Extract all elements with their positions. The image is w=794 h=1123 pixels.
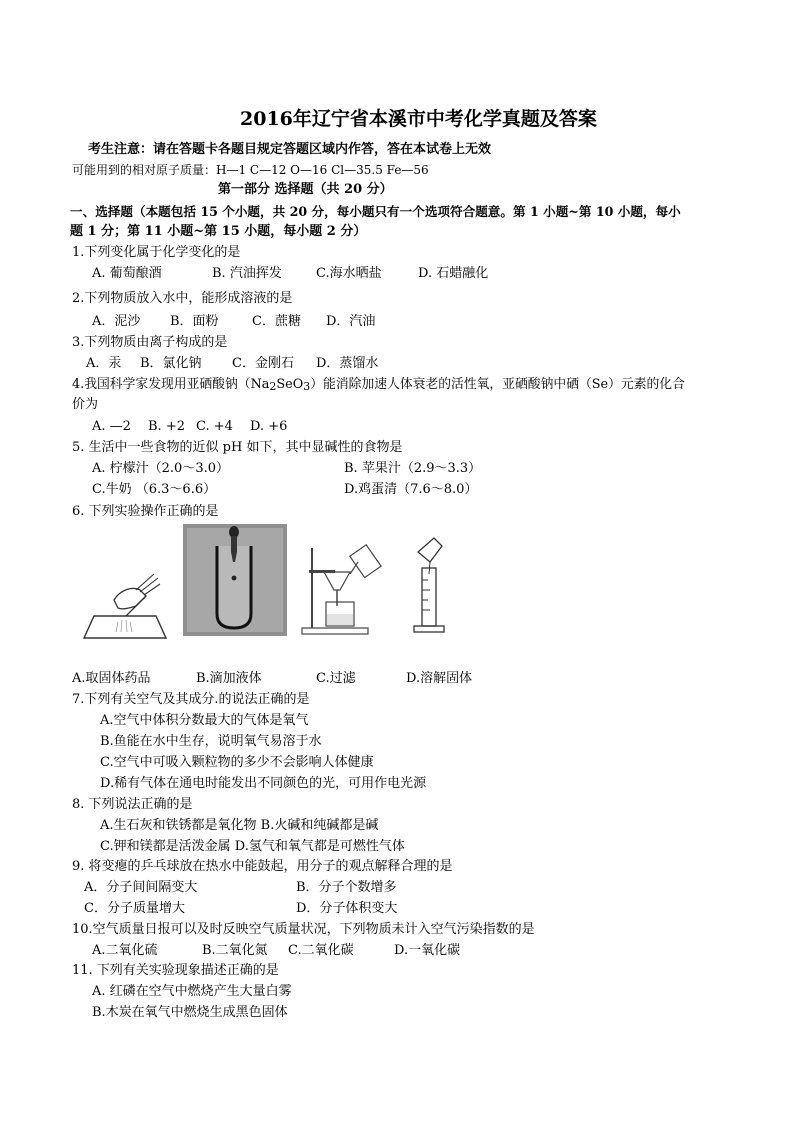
solid-reagent-figure (74, 560, 170, 644)
atomic-mass-line: 可能用到的相对原子质量：H—1 C—12 O—16 Cl—35.5 Fe—56 (72, 163, 429, 177)
question-8-options-ab: A.生石灰和铁锈都是氧化物 B.火碱和纯碱都是碱 (100, 818, 379, 833)
question-7-option-c: C.空气中可吸入颗粒物的多少不会影响人体健康 (100, 755, 374, 770)
question-7-option-a: A.空气中体积分数最大的气体是氧气 (100, 713, 309, 728)
question-3-option-a: A．汞 (86, 356, 122, 371)
question-2-option-a: A．泥沙 (92, 314, 141, 329)
question-11-option-b: B.木炭在氧气中燃烧生成黑色固体 (92, 1005, 288, 1020)
dropping-liquid-figure (183, 524, 287, 636)
section-one-instructions: 一、选择题（本题包括 15 个小题，共 20 分，每小题只有一个选项符合题意。第 1 小题~第 10 小题，每小 (70, 204, 681, 219)
question-6-option-d: D.溶解固体 (406, 671, 473, 686)
question-6-option-b: B.滴加液体 (196, 671, 262, 686)
question-6-option-c: C.过滤 (316, 671, 356, 686)
question-8-options-cd: C.钾和镁都是活泼金属 D.氢气和氧气都是可燃性气体 (100, 839, 405, 854)
question-5-option-c: C.牛奶 （6.3～6.6） (92, 482, 217, 497)
question-4-option-d: D. +6 (250, 419, 288, 434)
question-3-option-d: D．蒸馏水 (316, 356, 379, 371)
question-1-option-d: D. 石蜡融化 (418, 266, 489, 281)
question-2-option-d: D．汽油 (326, 314, 376, 329)
question-4-stem-part: ）能消除加速人体衰老的活性氧，亚硒酸钠中硒（Se）元素的化合 (310, 377, 685, 392)
question-4-stem (72, 377, 685, 395)
question-4-option-c: C. +4 (196, 419, 233, 434)
question-6-option-a: A.取固体药品 (72, 671, 151, 686)
question-10-option-b: B.二氧化氮 (202, 943, 268, 958)
question-5-stem: 5. 生活中一些食物的近似 pH 如下，其中显碱性的食物是 (72, 440, 403, 455)
question-3-stem: 3.下列物质由离子构成的是 (72, 335, 228, 350)
question-5-option-a: A. 柠檬汁（2.0～3.0） (92, 461, 230, 476)
question-4-option-a: A. —2 (92, 419, 131, 434)
question-1-stem: 1.下列变化属于化学变化的是 (72, 245, 241, 260)
graduated-cylinder-figure (408, 534, 456, 638)
question-6-stem: 6. 下列实验操作正确的是 (72, 504, 219, 519)
question-5-option-d: D.鸡蛋清（7.6～8.0） (344, 482, 478, 497)
question-3-option-b: B．氯化钠 (140, 356, 202, 371)
question-7-option-b: B.鱼能在水中生存，说明氧气易溶于水 (100, 734, 322, 749)
question-1-option-b: B. 汽油挥发 (212, 266, 282, 281)
question-5-option-b: B. 苹果汁（2.9～3.3） (344, 461, 482, 476)
question-4-stem-part: SeO (276, 377, 304, 392)
question-4-stem-cont: 价为 (72, 397, 99, 412)
question-2-option-c: C．蔗糖 (252, 314, 301, 329)
question-10-stem: 10.空气质量日报可以及时反映空气质量状况，下列物质未计入空气污染指数的是 (72, 922, 535, 937)
question-1-option-c: C.海水晒盐 (316, 266, 382, 281)
subscript: 2 (269, 380, 277, 393)
question-9-option-d: D．分子体积变大 (296, 901, 398, 916)
question-3-option-c: C．金刚石 (232, 356, 294, 371)
part-one-heading: 第一部分 选择题（共 20 分） (218, 182, 393, 197)
question-10-option-c: C.二氧化碳 (288, 943, 354, 958)
question-2-option-b: B．面粉 (170, 314, 219, 329)
page-title: 2016年辽宁省本溪市中考化学真题及答案 (240, 108, 597, 130)
subscript: 3 (303, 380, 311, 393)
exam-notice: 考生注意：请在答题卡各题目规定答题区域内作答，答在本试卷上无效 (88, 142, 492, 157)
question-4-stem-part: 4.我国科学家发现用亚硒酸钠（Na (72, 377, 270, 392)
question-10-option-d: D.一氧化碳 (394, 943, 461, 958)
question-11-option-a: A. 红磷在空气中燃烧产生大量白雾 (92, 984, 292, 999)
question-9-stem: 9. 将变瘪的乒乓球放在热水中能鼓起，用分子的观点解释合理的是 (72, 859, 453, 874)
question-2-stem: 2.下列物质放入水中，能形成溶液的是 (72, 291, 293, 306)
question-4-option-b: B. +2 (148, 419, 185, 434)
question-8-stem: 8. 下列说法正确的是 (72, 797, 193, 812)
question-9-option-b: B．分子个数增多 (296, 880, 397, 895)
question-9-option-c: C．分子质量增大 (84, 901, 185, 916)
filtration-figure (300, 540, 392, 638)
question-11-stem: 11. 下列有关实验现象描述正确的是 (72, 963, 279, 978)
question-9-option-a: A．分子间间隔变大 (84, 880, 198, 895)
section-one-instructions-cont: 题 1 分；第 11 小题~第 15 小题，每小题 2 分） (70, 224, 367, 239)
question-1-option-a: A. 葡萄酿酒 (92, 266, 162, 281)
question-7-stem: 7.下列有关空气及其成分.的说法正确的是 (72, 692, 310, 707)
question-7-option-d: D.稀有气体在通电时能发出不同颜色的光，可用作电光源 (100, 776, 427, 791)
question-10-option-a: A.二氧化硫 (92, 943, 158, 958)
